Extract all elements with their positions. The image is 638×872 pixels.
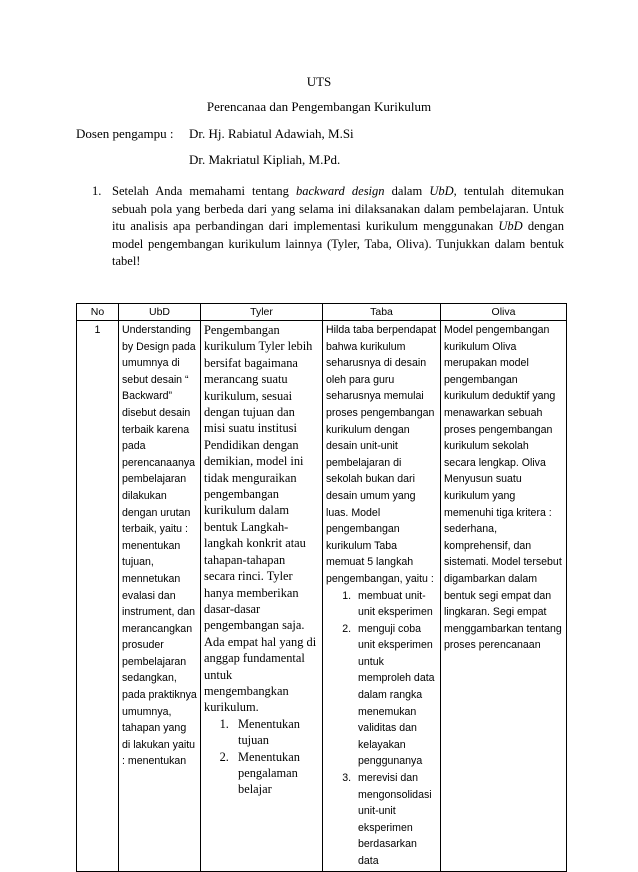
header-taba: Taba	[323, 304, 441, 321]
comparison-table	[76, 303, 567, 872]
tyler-list	[204, 716, 319, 798]
taba-list-item: 3. merevisi dan mengonsolidasi unit-unit eksperimen berdasarkan data	[354, 770, 437, 870]
cell-no: 1	[77, 321, 119, 872]
header-ubd: UbD	[119, 304, 201, 321]
dosen-label: Dosen pengampu :	[76, 126, 174, 141]
tyler-list-item: 1. Menentukan tujuan	[232, 716, 319, 749]
question-italic-2: UbD	[429, 184, 454, 198]
taba-list-item: 2. menguji coba unit eksperimen untuk memproleh data dalam rangka menemukan validitas dan kelayakan penggunanya	[354, 621, 437, 770]
taba-text: Hilda taba berpendapat bahwa kurikulum seharusnya di desain oleh para guru seharusnya memulai proses pengembangan kurikulum dengan desain unit-unit pembelajaran di sekolah bukan dari desain umum yang luas. Model pengembangan kurikulum Taba memuat 5 langkah pengembangan, yaitu :	[326, 324, 437, 585]
cell-taba	[323, 321, 441, 872]
cell-ubd: Understanding by Design pada umumnya di sebut desain “ Backward” disebut desain terbaik karena pada perencanaanya pembelajaran dilakukan dengan urutan terbaik, yaitu : menentukan tujuan, mennetukan evalasi dan instrument, dan merancangkan prosuder pembelajaran sedangkan, pada praktiknya umumnya, tahapan yang di lakukan yaitu : menentukan	[119, 321, 201, 872]
doc-subtitle: Perencanaa dan Pengembangan Kurikulum	[206, 99, 432, 114]
cell-tyler	[201, 321, 323, 872]
doc-title: UTS	[306, 74, 332, 89]
table-row	[77, 321, 567, 872]
question-italic-1: backward design	[295, 184, 385, 198]
header-no: No	[77, 304, 119, 321]
cell-oliva: Model pengembangan kurikulum Oliva merupakan model pengembangan kurikulum deduktif yang menawarkan sebuah proses pengembangan kurikulum sekolah secara lengkap. Oliva Menyusun suatu kurikulum yang memenuhi tiga kritera : sederhana, komprehensif, dan sistemati. Model tersebut digambarkan dalam bentuk segi empat dan lingkaran. Segi empat menggambarkan tentang proses perencanaan	[441, 321, 567, 872]
header-tyler: Tyler	[201, 304, 323, 321]
taba-list	[326, 588, 437, 870]
question-text	[112, 183, 564, 271]
question-italic-3: UbD	[498, 219, 523, 233]
question-part-1: Setelah Anda memahami tentang	[112, 184, 296, 198]
dosen-name-1: Dr. Hj. Rabiatul Adawiah, M.Si	[189, 126, 354, 141]
table-header-row	[77, 304, 567, 321]
question-block	[92, 183, 564, 271]
header-oliva: Oliva	[441, 304, 567, 321]
tyler-list-item: 2. Menentukan pengalaman belajar	[232, 749, 319, 798]
question-part-4: dengan model pengembangan kurikulum lainnya (Tyler, Taba, Oliva). Tunjukkan dalam bentuk tabel!	[112, 219, 564, 268]
taba-list-item: 1. membuat unit-unit eksperimen	[354, 588, 437, 621]
question-part-2: dalam	[384, 184, 430, 198]
dosen-name-2: Dr. Makriatul Kipliah, M.Pd.	[189, 152, 341, 167]
tyler-text: Pengembangan kurikulum Tyler lebih bersifat bagaimana merancang suatu kurikulum, sesuai dengan tujuan dan misi suatu institusi Pendidikan dengan demikian, model ini tidak menguraikan pengembangan kurikulum dalam bentuk Langkah-langkah konkrit atau tahapan-tahapan secara rinci. Tyler hanya memberikan dasar-dasar pengembangan saja. Ada empat hal yang di anggap fundamental untuk mengembangkan kurikulum.	[204, 323, 317, 715]
question-number: 1.	[92, 184, 102, 198]
question-part-3: , tentulah ditemukan sebuah pola yang berbeda dari yang selama ini dilaksanakan dalam pembelajaran. Untuk itu analisis apa perbandingan dari implementasi kurikulum menggunakan	[112, 184, 564, 233]
